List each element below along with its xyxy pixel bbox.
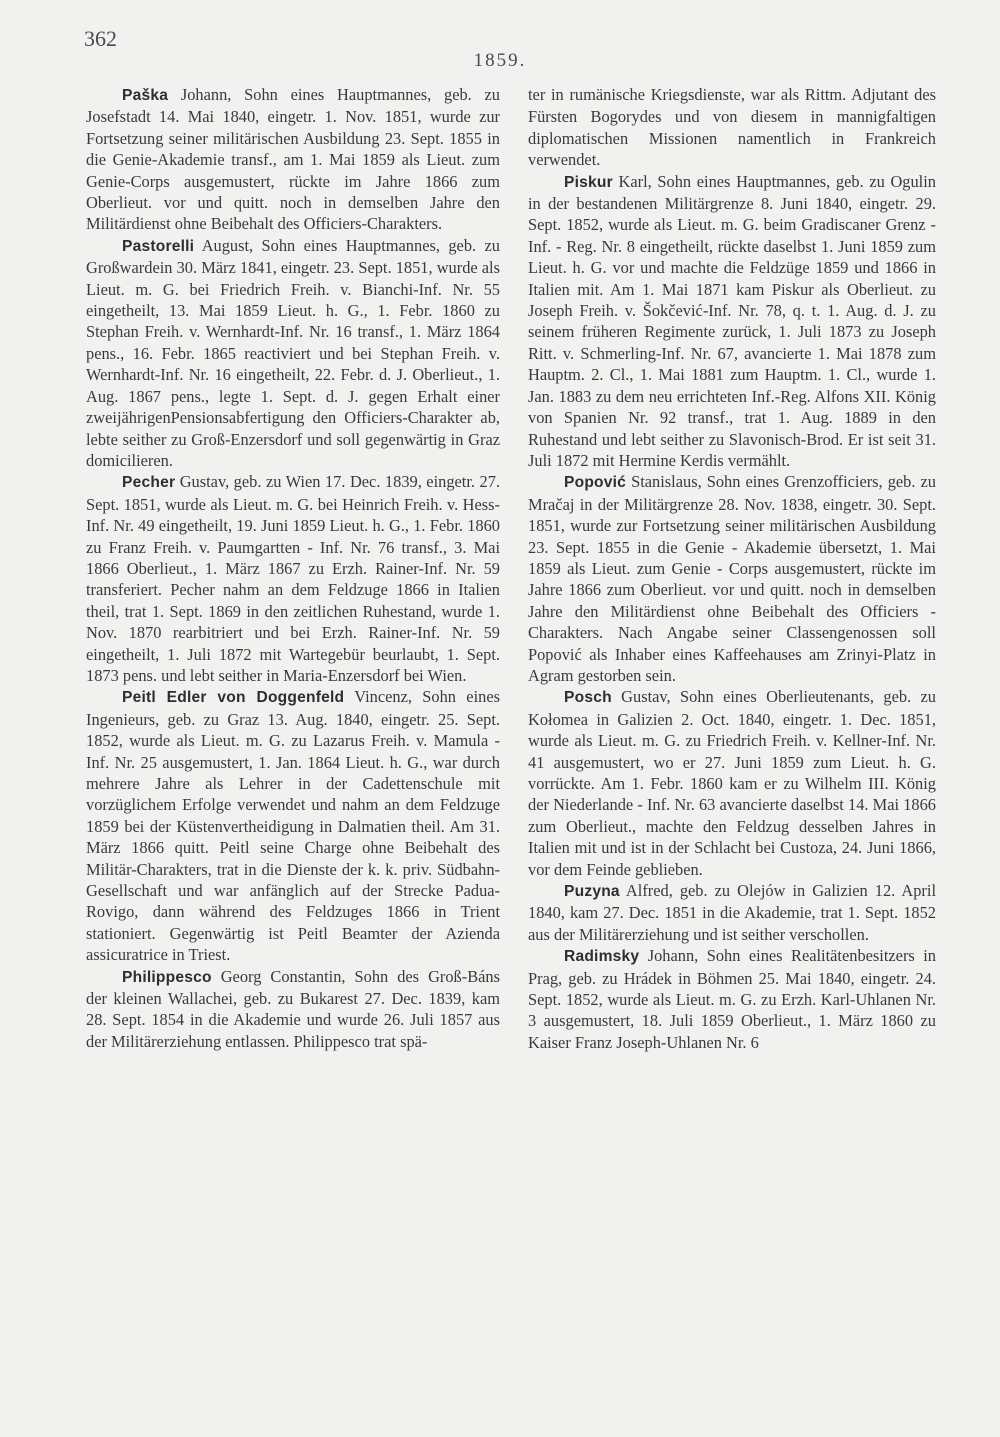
entry-surname: Radimsky <box>564 948 640 966</box>
entry <box>86 235 500 471</box>
entry-surname: Popović <box>564 474 627 492</box>
page-year-heading: 1859. <box>473 50 527 71</box>
entry-text: Gustav, Sohn eines Oberlieutenants, geb. zu Kołomea in Galizien 2. Oct. 1840, eingetr. 1. Dec. 1851, wurde als Lieut. m. G. zu Friedrich Freih. v. Kellner-Inf. Nr. 41 ausgemustert, wo er 27. Juni 1859 zum Lieut. h. G. vorrückte. Am 1. Febr. 1860 kam er zu Wilhelm III. König der Niederlande - Inf. Nr. 63 avancierte daselbst 14. Mai 1866 zum Oberlieut., machte den Feldzug desselben Jahres in Italien mit und ist in der Schlacht bei Custoza, 24. Juni 1866, vor dem Feinde geblieben. <box>528 687 936 879</box>
entry-surname: Pecher <box>122 474 176 492</box>
entry-text: Johann, Sohn eines Realitätenbesitzers in Prag, geb. zu Hrádek in Böhmen 25. Mai 1840, eingetr. 24. Sept. 1852, wurde als Lieut. m. G. zu Erzh. Karl-Uhlanen Nr. 3 ausgemustert, 18. Juli 1859 Oberlieut., 1. März 1860 zu Kaiser Franz Joseph-Uhlanen Nr. 6 <box>528 946 936 1052</box>
entry <box>528 945 936 1053</box>
entry-surname: Pastorelli <box>122 237 195 255</box>
entry-text: ter in rumänische Kriegsdienste, war als Rittm. Adjutant des Fürsten Bogorydes und von diesem in mannigfaltigen diplomatischen Missionen namentlich in Frankreich verwendet. <box>528 85 936 170</box>
page-number: 362 <box>84 26 117 51</box>
entry <box>86 686 500 965</box>
entry <box>528 471 936 686</box>
entry-text: Johann, Sohn eines Hauptmannes, geb. zu Josefstadt 14. Mai 1840, eingetr. 1. Nov. 1851, wurde zur Fortsetzung seiner militärischen Ausbildung 23. Sept. 1855 in die Genie-Akademie transf., am 1. Mai 1859 als Lieut. zum Genie-Corps ausgemustert, rückte im Jahre 1866 zum Oberlieut. vor und quitt. noch in demselben Jahre den Militärdienst ohne Beibehalt des Officiers-Charakters. <box>86 85 500 234</box>
entry <box>528 686 936 880</box>
entry <box>528 880 936 945</box>
entry-surname: Philippesco <box>122 968 212 986</box>
entry-surname: Paška <box>122 87 169 104</box>
entry <box>528 171 936 472</box>
entry-text: Alfred, geb. zu Olejów in Galizien 12. April 1840, kam 27. Dec. 1851 in die Akademie, trat 1. Sept. 1852 aus der Militärerziehung und ist seither verschollen. <box>528 881 936 944</box>
entry-continuation <box>528 84 936 171</box>
entry-text: August, Sohn eines Hauptmannes, geb. zu Großwardein 30. März 1841, eingetr. 23. Sept. 1851, wurde als Lieut. m. G. bei Friedrich Freih. v. Bianchi-Inf. Nr. 55 eingetheilt, 13. Mai 1859 Lieut. h. G., 1. Febr. 1860 zu Stephan Freih. v. Wernhardt-Inf. Nr. 16 transf., 1. März 1864 pens., 16. Febr. 1865 reactiviert und bei Stephan Freih. v. Wernhardt-Inf. Nr. 16 eingetheilt, 22. Febr. d. J. Oberlieut., 1. Aug. 1867 pens., legte 1. Sept. d. J. gegen Erhalt einer zweijährigenPensionsabfertigung den Officiers-Charakter ab, lebte seither zu Groß-Enzersdorf und soll gegenwärtig in Graz domicilieren. <box>86 235 500 470</box>
right-column <box>528 84 936 1374</box>
entry-surname: Peitl Edler von Doggenfeld <box>122 689 345 707</box>
entry-surname: Piskur <box>564 173 613 191</box>
entry-text: Stanislaus, Sohn eines Grenzofficiers, geb. zu Mračaj in der Militärgrenze 28. Nov. 1838, eingetr. 30. Sept. 1851, wurde zur Fortsetzung seiner militärischen Ausbildung 23. Sept. 1855 in die Genie - Akademie übersetzt, 1. Mai 1859 als Lieut. zum Genie - Corps ausgemustert, rückte im Jahre 1866 zum Oberlieut. vor und quitt. noch in demselben Jahre den Militärdienst ohne Beibehalt des Officiers - Charakters. Nach Angabe seiner Classengenossen soll Popović als Inhaber eines Kaffeehauses am Zrinyi-Platz in Agram gestorben sein. <box>528 472 936 685</box>
entry-text: Vincenz, Sohn eines Ingenieurs, geb. zu Graz 13. Aug. 1840, eingetr. 25. Sept. 1852, wurde als Lieut. m. G. zu Lazarus Freih. v. Mamula - Inf. Nr. 25 ausgemustert, 1. Jan. 1864 Lieut. h. G., war durch mehrere Jahre als Lehrer in der Cadettenschule mit vorzüglichem Erfolge verwendet und nahm an dem Feldzuge 1859 bei der Küstenvertheidigung in Dalmatien theil. Am 31. März 1866 quitt. Peitl seine Charge ohne Beibehalt des Militär-Charakters, trat in die Dienste der k. k. priv. Südbahn-Gesellschaft und war anfänglich auf der Strecke Padua-Rovigo, dann während des Feldzuges 1866 in Trient stationiert. Gegenwärtig ist Peitl Beamter der Azienda assicuratrice in Triest. <box>86 687 500 965</box>
entry-surname: Puzyna <box>564 883 620 901</box>
entry-text: Karl, Sohn eines Hauptmannes, geb. zu Ogulin in der bestandenen Militärgrenze 8. Juni 1840, eingetr. 29. Sept. 1852, wurde als Lieut. m. G. beim Gradiscaner Grenz - Inf. - Reg. Nr. 8 eingetheilt, rückte daselbst 1. Juni 1859 zum Lieut. h. G. vor und machte die Feldzüge 1859 und 1866 in Italien mit. Am 1. Mai 1871 kam Piskur als Oberlieut. zu Joseph Freih. v. Šokčević-Inf. Nr. 78, q. t. 1. Aug. d. J. zu seinem früheren Regimente zurück, 1. Juli 1873 zu Joseph Ritt. v. Schmerling-Inf. Nr. 67, avancierte 1. Mai 1878 zum Hauptm. 2. Cl., 1. Mai 1881 zum Hauptm. 1. Cl., wurde 1. Jan. 1883 zu dem neu errichteten Inf.-Reg. Alfons XII. König von Spanien Nr. 92 transf., trat 1. Aug. 1889 in den Ruhestand und lebt seither zu Slavonisch-Brod. Er ist seit 31. Juli 1872 mit Hermine Kerdis vermählt. <box>528 171 936 470</box>
column-gutter <box>518 88 519 1368</box>
entry-text: Gustav, geb. zu Wien 17. Dec. 1839, eingetr. 27. Sept. 1851, wurde als Lieut. m. G. bei Heinrich Freih. v. Hess-Inf. Nr. 49 eingetheilt, 19. Juni 1859 Lieut. h. G., 1. Febr. 1860 zu Franz Freih. v. Paumgartten - Inf. Nr. 76 transf., 3. Mai 1866 Oberlieut., 1. März 1867 zu Erzh. Rainer-Inf. Nr. 59 transferiert. Pecher nahm an dem Feldzuge 1866 in Italien theil, trat 1. Sept. 1869 in den zeitlichen Ruhestand, wurde 1. Nov. 1870 rearbitriert und bei Erzh. Rainer-Inf. Nr. 59 eingetheilt, 1. Juli 1872 mit Wartegebür beurlaubt, 1. Sept. 1873 pens. und lebt seither in Maria-Enzersdorf bei Wien. <box>86 472 500 685</box>
entry <box>86 966 500 1053</box>
entry-surname: Posch <box>564 689 612 707</box>
entry <box>86 471 500 686</box>
entry <box>86 84 500 235</box>
left-column <box>86 84 500 1374</box>
entry-text: Georg Constantin, Sohn des Groß-Báns der kleinen Wallachei, geb. zu Bukarest 27. Dec. 1839, kam 28. Sept. 1854 in die Akademie und wurde 26. Juli 1857 aus der Militärerziehung entlassen. Philippesco trat spä- <box>86 966 500 1051</box>
